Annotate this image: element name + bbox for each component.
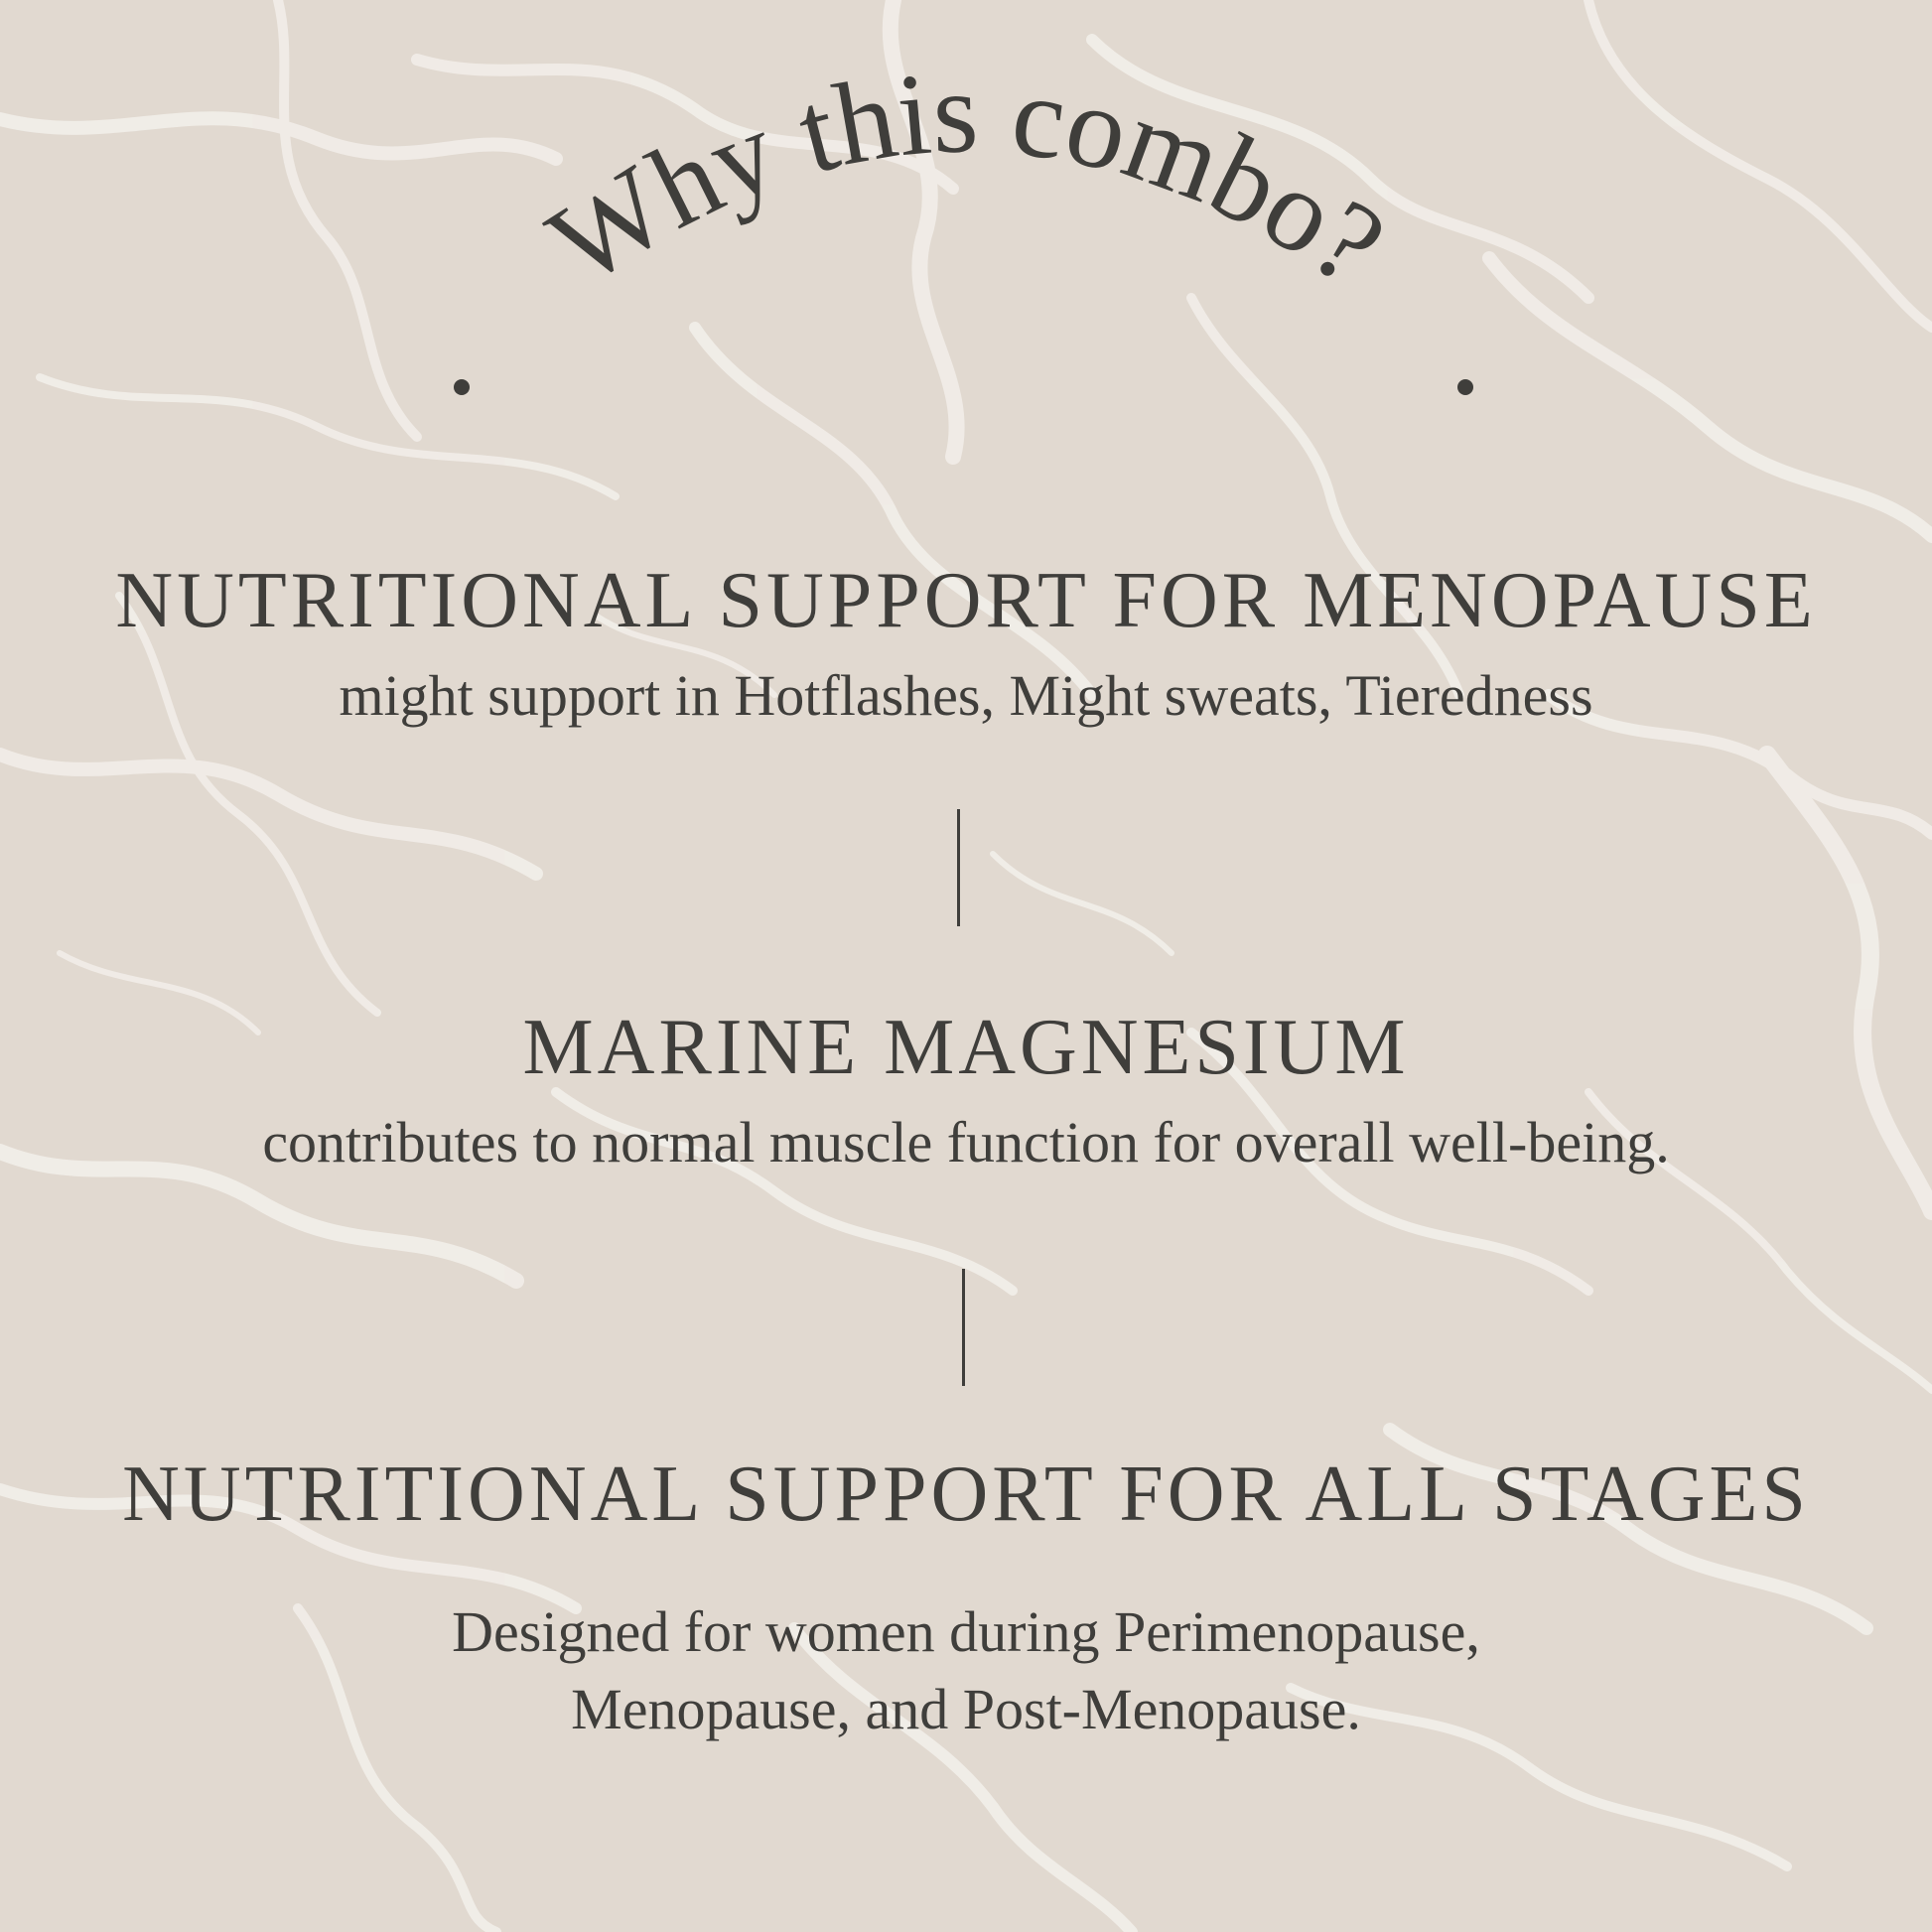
divider-line bbox=[962, 1269, 965, 1386]
section-body-all-stages-line-1: Designed for women during Perimenopause, bbox=[452, 1599, 1480, 1664]
svg-text:Why this combo? bbox=[527, 47, 1407, 311]
curved-title bbox=[0, 0, 1932, 496]
section-heading-menopause: NUTRITIONAL SUPPORT FOR MENOPAUSE bbox=[115, 557, 1817, 644]
right-dot-ornament bbox=[1457, 379, 1473, 395]
title-text: Why this combo? bbox=[526, 47, 1408, 311]
left-dot-ornament bbox=[454, 379, 470, 395]
section-heading-magnesium: MARINE MAGNESIUM bbox=[522, 1004, 1410, 1091]
section-body-menopause: might support in Hotflashes, Might sweats, Tieredness bbox=[339, 663, 1593, 728]
section-body-magnesium: contributes to normal muscle function for overall well-being. bbox=[262, 1110, 1670, 1174]
section-body-all-stages-line-2: Menopause, and Post-Menopause. bbox=[571, 1677, 1361, 1741]
divider-line bbox=[957, 809, 960, 926]
section-heading-all-stages: NUTRITIONAL SUPPORT FOR ALL STAGES bbox=[122, 1450, 1810, 1538]
